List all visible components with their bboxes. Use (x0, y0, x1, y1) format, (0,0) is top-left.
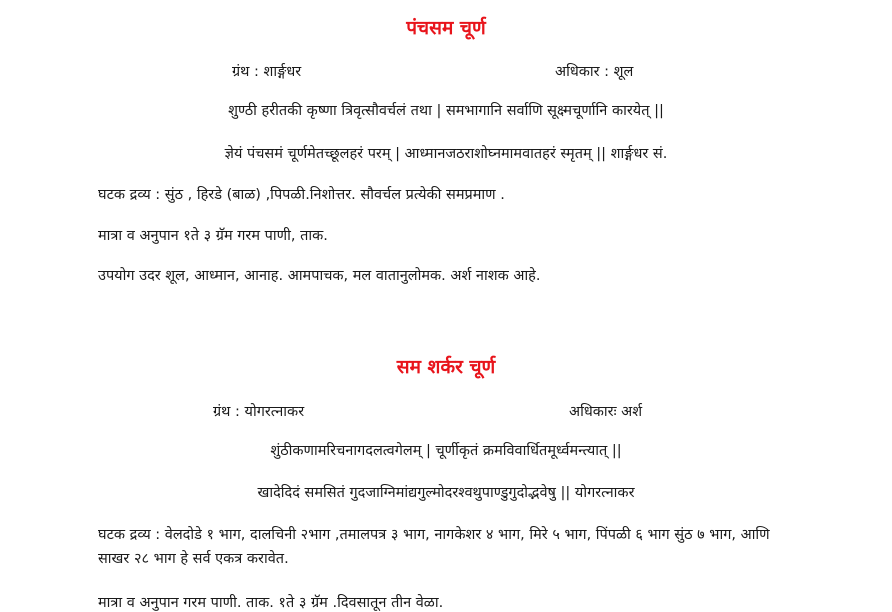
section-1-shloka-2: ज्ञेयं पंचसमं चूर्णमेतच्छूलहरं परम् | आध्मानजठराशोघ्नमामवातहरं स्मृतम् || शार्ङ्गधर सं. (224, 146, 668, 162)
section-2-shloka-2: खादेदिदं समसितं गुदजाग्निमांद्यगुल्मोदरश्वथुपाण्डुगुदोद्भवेषु || योगरत्नाकर (257, 485, 635, 501)
section-2-ghatak: घटक द्रव्य : वेलदोडे १ भाग, दालचिनी २भाग ,तमालपत्र ३ भाग, नागकेशर ४ भाग, मिरे ५ भाग, पिंपळी ६ भाग सुंठ ७ भाग, आणि साखर २८ भाग हे सर्व एकत्र करावेत. (98, 527, 770, 567)
section-2-granth: ग्रंथ : योगरत्नाकर (213, 404, 305, 420)
section-1-granth: ग्रंथ : शार्ङ्गधर (232, 64, 302, 80)
section-2-shloka-1: शुंठीकणामरिचनागदलत्वगेलम् | चूर्णीकृतं क्रमविवार्धितमूर्ध्वमन्त्यात् || (270, 443, 622, 459)
section-2-matra: मात्रा व अनुपान गरम पाणी. ताक. १ते ३ ग्रॅम .दिवसातून तीन वेळा. (98, 595, 444, 611)
section-1-matra: मात्रा व अनुपान १ते ३ ग्रॅम गरम पाणी, ताक. (98, 228, 328, 244)
section-1-adhikar: अधिकार : शूल (555, 64, 634, 80)
section-2-adhikar: अधिकारः अर्श (569, 404, 643, 420)
section-2-title: सम शर्कर चूर्ण (396, 356, 496, 378)
section-1-ghatak: घटक द्रव्य : सुंठ , हिरडे (बाळ) ,पिपळी.निशोत्तर. सौवर्चल प्रत्येकी समप्रमाण . (98, 187, 505, 203)
section-1-upayog: उपयोग उदर शूल, आध्मान, आनाह. आमपाचक, मल वातानुलोमक. अर्श नाशक आहे. (98, 268, 541, 284)
section-1-shloka-1: शुण्ठी हरीतकी कृष्णा त्रिवृत्सौवर्चलं तथा | समभागानि सर्वाणि सूक्ष्मचूर्णानि कारयेत् || (228, 103, 664, 119)
section-1-title: पंचसम चूर्ण (406, 17, 486, 39)
